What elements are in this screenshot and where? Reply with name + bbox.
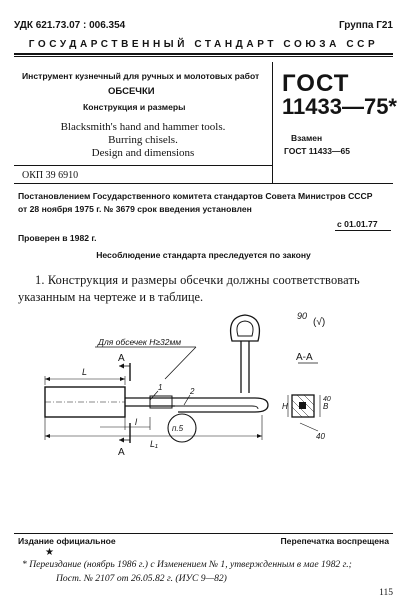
ru-title-2: ОБСЕЧКИ bbox=[108, 86, 155, 97]
udk-code: УДК 621.73.07 : 006.354 bbox=[14, 20, 126, 31]
gost-label: ГОСТ bbox=[282, 70, 350, 97]
gost-number: 11433—75* bbox=[282, 94, 397, 119]
en-title-3: Design and dimensions bbox=[91, 147, 195, 159]
legal-warning: Несоблюдение стандарта преследуется по закону bbox=[96, 250, 311, 260]
date-underline bbox=[335, 230, 391, 231]
okp-code: ОКП 39 6910 bbox=[22, 170, 79, 181]
dim-angle-label: 40 bbox=[316, 432, 325, 441]
dim-L1-arrow-right bbox=[257, 434, 262, 438]
group-code: Группа Г21 bbox=[338, 20, 393, 31]
okp-divider bbox=[14, 183, 393, 184]
section-mark-top: А bbox=[118, 353, 125, 364]
decree-line-1: Постановлением Государственного комитета стандартов Совета Министров СССР bbox=[18, 191, 373, 201]
dim-L-label: L bbox=[82, 367, 88, 377]
handle-wire bbox=[175, 398, 268, 412]
handle-eye-inner bbox=[237, 321, 253, 336]
note-leader bbox=[165, 347, 196, 379]
dim-L-arrow-right bbox=[120, 377, 125, 381]
callout-2-leader bbox=[184, 395, 190, 405]
en-title-1: Blacksmith's hand and hammer tools. bbox=[60, 121, 226, 133]
drawing-note: Для обсечек H≥32мм bbox=[98, 337, 182, 347]
section-mark-bottom: А bbox=[118, 447, 125, 458]
roughness-check: (√) bbox=[313, 317, 326, 328]
callout-1: 1 bbox=[158, 383, 163, 392]
footer-divider bbox=[14, 533, 393, 534]
edition-note: Издание официальное bbox=[18, 536, 116, 546]
dim-L-arrow-left bbox=[45, 377, 50, 381]
page-number: 115 bbox=[379, 588, 393, 598]
callout-n5: п.5 bbox=[172, 424, 184, 433]
checked-note: Проверен в 1982 г. bbox=[18, 233, 97, 243]
handle-inner bbox=[175, 406, 258, 409]
dim-L1-arrow-left bbox=[45, 434, 50, 438]
dim-L1-label: L₁ bbox=[150, 439, 158, 449]
decree-line-2: от 28 ноября 1975 г. № 3679 срок введения установлен bbox=[18, 204, 252, 214]
para1-line2: указанным на чертеже и в таблице. bbox=[18, 290, 204, 304]
chisel-drawing bbox=[0, 305, 407, 525]
angle-leader bbox=[300, 423, 318, 431]
state-standard-header: ГОСУДАРСТВЕННЫЙ СТАНДАРТ СОЮЗА ССР bbox=[28, 39, 379, 50]
ru-title-1: Инструмент кузнечный для ручных и молотовых работ bbox=[22, 71, 260, 81]
dim-l-label: l bbox=[135, 417, 137, 427]
dim-angle2-label: 40 bbox=[323, 396, 331, 403]
reissue-note: * Переиздание (ноябрь 1986 г.) с Изменением № 1, утвержденным в мае 1982 г.; bbox=[22, 559, 352, 570]
roughness-value: 90 bbox=[297, 311, 308, 321]
header-divider bbox=[14, 53, 393, 55]
section-hole bbox=[299, 402, 306, 409]
dim-H-label: H bbox=[282, 402, 288, 411]
section-label: А-А bbox=[296, 352, 313, 363]
dim-B-label: B bbox=[323, 402, 329, 411]
callout-2: 2 bbox=[190, 387, 195, 396]
ru-title-3: Конструкция и размеры bbox=[83, 102, 186, 112]
reprint-note: Перепечатка воспрещена bbox=[280, 536, 389, 546]
para1-line1: 1. Конструкция и размеры обсечки должны соответствовать bbox=[35, 273, 360, 287]
cut-arrowhead-bottom bbox=[119, 438, 124, 443]
title-divider bbox=[14, 165, 272, 166]
decree-ref-note: Пост. № 2107 от 26.05.82 г. (ИУС 9—82) bbox=[56, 573, 227, 584]
replace-gost: ГОСТ 11433—65 bbox=[284, 146, 350, 156]
handle-eye bbox=[231, 315, 260, 341]
en-title-2: Burring chisels. bbox=[108, 134, 178, 146]
decree-date: с 01.01.77 bbox=[337, 219, 378, 229]
star-mark: ★ bbox=[45, 547, 54, 558]
header-divider-thin bbox=[14, 56, 393, 57]
cut-arrowhead-top bbox=[119, 364, 124, 369]
replace-label: Взамен bbox=[291, 133, 323, 143]
vertical-divider bbox=[272, 62, 273, 183]
